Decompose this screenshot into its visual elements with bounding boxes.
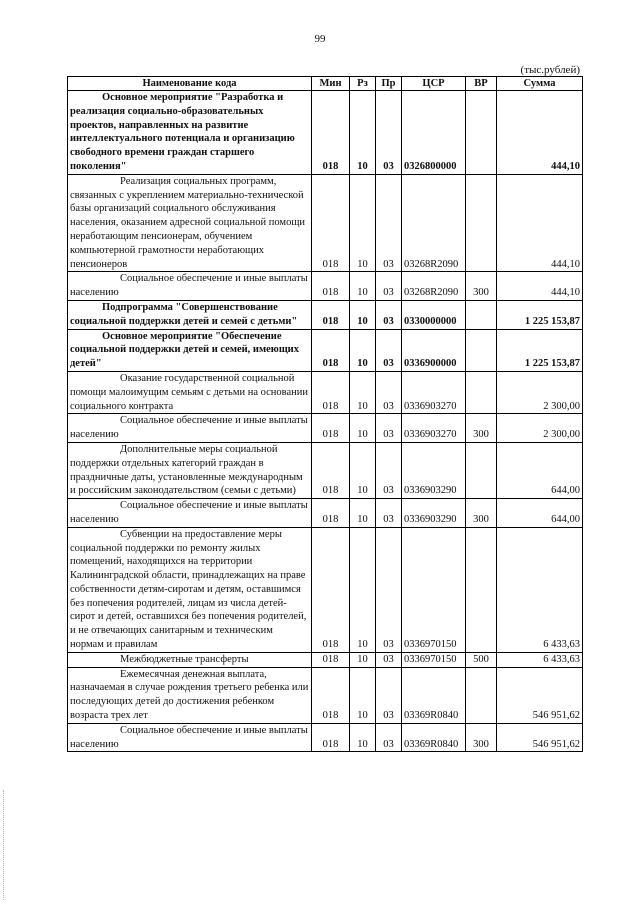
row-csr: 0336903290 [402, 499, 466, 528]
row-name: Социальное обеспечение и иные выплаты населению [68, 723, 312, 752]
header-pr: Пр [376, 77, 402, 91]
row-rz: 10 [350, 371, 376, 413]
row-min: 018 [312, 272, 350, 301]
row-rz: 10 [350, 272, 376, 301]
row-vr: 300 [466, 272, 497, 301]
table-row [68, 300, 583, 329]
row-name: Основное мероприятие "Разработка и реализация социально-образовательных проектов, направленных на развитие интеллектуального потенциала и организацию свободного времени граждан старшего поколения" [68, 91, 312, 175]
header-sum: Сумма [497, 77, 583, 91]
table-row [68, 499, 583, 528]
row-csr: 03268R2090 [402, 272, 466, 301]
row-csr: 0326800000 [402, 91, 466, 175]
row-csr: 0336970150 [402, 527, 466, 652]
row-rz: 10 [350, 667, 376, 723]
row-csr: 03268R2090 [402, 174, 466, 272]
row-vr: 300 [466, 723, 497, 752]
row-vr [466, 329, 497, 371]
row-min: 018 [312, 652, 350, 667]
row-pr: 03 [376, 329, 402, 371]
row-sum: 444,10 [497, 272, 583, 301]
row-csr: 0336903290 [402, 442, 466, 498]
row-sum: 644,00 [497, 442, 583, 498]
row-sum: 2 300,00 [497, 371, 583, 413]
table-row [68, 667, 583, 723]
table-header-row [68, 77, 583, 91]
header-min: Мин [312, 77, 350, 91]
row-sum: 6 433,63 [497, 527, 583, 652]
row-rz: 10 [350, 442, 376, 498]
row-sum: 444,10 [497, 91, 583, 175]
row-pr: 03 [376, 723, 402, 752]
row-min: 018 [312, 499, 350, 528]
row-pr: 03 [376, 667, 402, 723]
row-sum: 1 225 153,87 [497, 300, 583, 329]
row-min: 018 [312, 414, 350, 443]
row-csr: 0336900000 [402, 329, 466, 371]
budget-table [67, 76, 583, 752]
row-rz: 10 [350, 499, 376, 528]
row-pr: 03 [376, 652, 402, 667]
scan-edge-mark [3, 790, 5, 900]
row-sum: 6 433,63 [497, 652, 583, 667]
row-name: Социальное обеспечение и иные выплаты населению [68, 272, 312, 301]
row-csr: 0336903270 [402, 371, 466, 413]
row-vr [466, 174, 497, 272]
row-pr: 03 [376, 527, 402, 652]
row-pr: 03 [376, 414, 402, 443]
row-vr [466, 442, 497, 498]
header-rz: Рз [350, 77, 376, 91]
row-name: Ежемесячная денежная выплата, назначаемая в случае рождения третьего ребенка или последующих детей до достижения ребенком возраста трех лет [68, 667, 312, 723]
row-name: Реализация социальных программ, связанных с укреплением материально-технической базы организаций социального обслуживания населения, оказанием адресной социальной помощи неработающим пенсионерам, обучением компьютерной грамотности неработающих пенсионеров [68, 174, 312, 272]
row-min: 018 [312, 91, 350, 175]
table-row [68, 272, 583, 301]
row-sum: 546 951,62 [497, 667, 583, 723]
row-rz: 10 [350, 174, 376, 272]
table-row [68, 652, 583, 667]
units-label: (тыс.рублей) [520, 64, 580, 76]
row-sum: 546 951,62 [497, 723, 583, 752]
row-pr: 03 [376, 272, 402, 301]
row-sum: 2 300,00 [497, 414, 583, 443]
row-min: 018 [312, 174, 350, 272]
table-row [68, 414, 583, 443]
row-rz: 10 [350, 652, 376, 667]
row-vr [466, 300, 497, 329]
row-name: Основное мероприятие "Обеспечение социальной поддержки детей и семей, имеющих детей" [68, 329, 312, 371]
row-name: Межбюджетные трансферты [68, 652, 312, 667]
row-sum: 1 225 153,87 [497, 329, 583, 371]
row-vr [466, 527, 497, 652]
row-name: Социальное обеспечение и иные выплаты населению [68, 414, 312, 443]
header-csr: ЦСР [402, 77, 466, 91]
row-sum: 444,10 [497, 174, 583, 272]
table-row [68, 91, 583, 175]
row-name: Оказание государственной социальной помощи малоимущим семьям с детьми на основании социального контракта [68, 371, 312, 413]
header-vr: ВР [466, 77, 497, 91]
table-row [68, 371, 583, 413]
row-pr: 03 [376, 300, 402, 329]
row-vr: 300 [466, 499, 497, 528]
row-pr: 03 [376, 499, 402, 528]
row-rz: 10 [350, 414, 376, 443]
row-pr: 03 [376, 371, 402, 413]
row-rz: 10 [350, 723, 376, 752]
row-rz: 10 [350, 91, 376, 175]
table-row [68, 174, 583, 272]
row-csr: 0336970150 [402, 652, 466, 667]
row-min: 018 [312, 371, 350, 413]
row-min: 018 [312, 329, 350, 371]
row-name: Дополнительные меры социальной поддержки отдельных категорий граждан в праздничные даты, установленные международным и российским законодательством (семьи с детьми) [68, 442, 312, 498]
row-csr: 0336903270 [402, 414, 466, 443]
table-row [68, 442, 583, 498]
header-name: Наименование кода [68, 77, 312, 91]
row-pr: 03 [376, 174, 402, 272]
page-number: 99 [314, 33, 326, 45]
row-sum: 644,00 [497, 499, 583, 528]
row-name: Субвенции на предоставление меры социальной поддержки по ремонту жилых помещений, находящихся на территории Калининградской области, принадлежащих на праве собственности детям-сиротам и детям, оставшимся без попечения родителей, лицам из числа детей-сирот и детей, оставшихся без попечения родителей, и не отвечающих санитарным и техническим нормам и правилам [68, 527, 312, 652]
table-row [68, 329, 583, 371]
row-vr [466, 91, 497, 175]
row-rz: 10 [350, 300, 376, 329]
row-name: Подпрограмма "Совершенствование социальной поддержки детей и семей с детьми" [68, 300, 312, 329]
row-min: 018 [312, 300, 350, 329]
row-csr: 03369R0840 [402, 667, 466, 723]
row-min: 018 [312, 527, 350, 652]
row-min: 018 [312, 667, 350, 723]
row-vr: 500 [466, 652, 497, 667]
row-pr: 03 [376, 442, 402, 498]
row-vr [466, 371, 497, 413]
row-vr: 300 [466, 414, 497, 443]
row-min: 018 [312, 442, 350, 498]
row-csr: 03369R0840 [402, 723, 466, 752]
table-row [68, 723, 583, 752]
table-row [68, 527, 583, 652]
row-rz: 10 [350, 527, 376, 652]
row-vr [466, 667, 497, 723]
row-csr: 0330000000 [402, 300, 466, 329]
row-min: 018 [312, 723, 350, 752]
row-name: Социальное обеспечение и иные выплаты населению [68, 499, 312, 528]
row-rz: 10 [350, 329, 376, 371]
row-pr: 03 [376, 91, 402, 175]
